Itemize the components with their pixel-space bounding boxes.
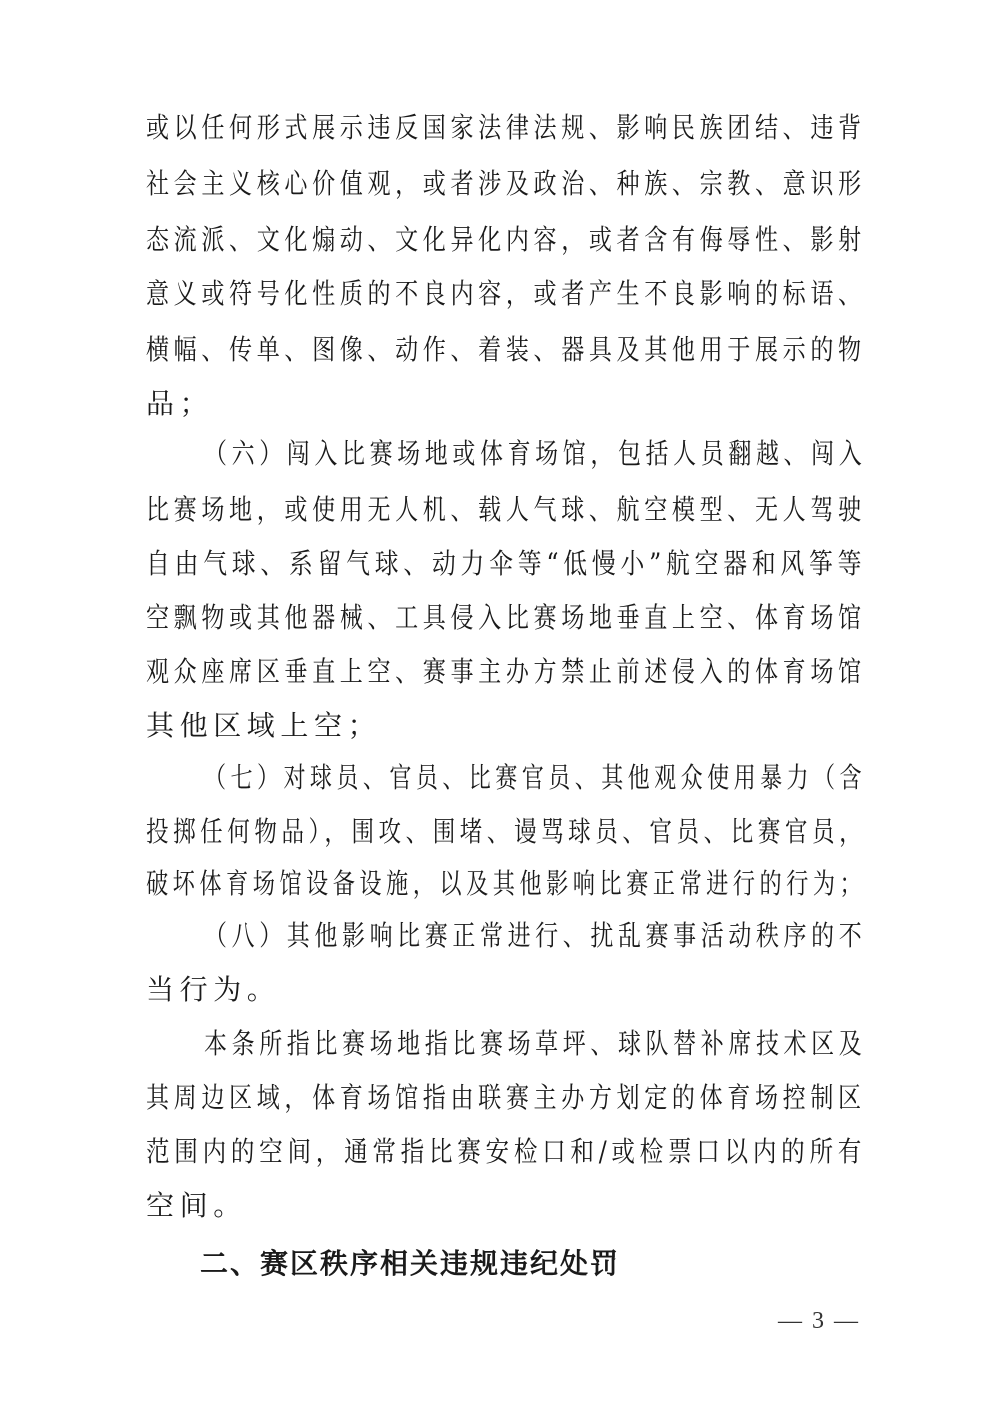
page-number: — 3 —	[778, 1308, 860, 1334]
body-line: 当行为。	[146, 973, 281, 1006]
body-line: 横幅、传单、图像、动作、着装、器具及其他用于展示的物	[146, 333, 866, 366]
clause-8-line: （八）其他影响比赛正常进行、扰乱赛事活动秩序的不	[204, 919, 867, 952]
body-line: 空间。	[146, 1189, 247, 1222]
body-line: 空飘物或其他器械、工具侵入比赛场地垂直上空、体育场馆	[146, 601, 866, 634]
body-line: 观众座席区垂直上空、赛事主办方禁止前述侵入的体育场馆	[146, 655, 866, 688]
body-line: 品；	[146, 387, 214, 420]
body-line: 社会主义核心价值观，或者涉及政治、种族、宗教、意识形	[146, 167, 866, 200]
body-line: 破坏体育场馆设备设施，以及其他影响比赛正常进行的行为；	[146, 867, 867, 900]
body-line: 或以任何形式展示违反国家法律法规、影响民族团结、违背	[146, 111, 866, 144]
body-line: 其他区域上空；	[146, 709, 382, 742]
body-line: 自由气球、系留气球、动力伞等“低慢小”航空器和风筝等	[146, 547, 867, 580]
definition-paragraph-line: 本条所指比赛场地指比赛场草坪、球队替补席技术区及	[204, 1027, 867, 1060]
body-line: 意义或符号化性质的不良内容，或者产生不良影响的标语、	[146, 277, 866, 310]
section-heading: 二、赛区秩序相关违规违纪处罚	[200, 1247, 621, 1280]
clause-6-line: （六）闯入比赛场地或体育场馆，包括人员翻越、闯入	[204, 437, 867, 470]
body-line: 态流派、文化煽动、文化异化内容，或者含有侮辱性、影射	[146, 223, 866, 256]
body-line: 范围内的空间，通常指比赛安检口和/或检票口以内的所有	[146, 1135, 867, 1168]
body-line: 其周边区域，体育场馆指由联赛主办方划定的体育场控制区	[146, 1081, 866, 1114]
clause-7-line: （七）对球员、官员、比赛官员、其他观众使用暴力（含	[204, 761, 867, 794]
body-line: 投掷任何物品），围攻、围堵、谩骂球员、官员、比赛官员，	[146, 815, 867, 848]
body-line: 比赛场地，或使用无人机、载人气球、航空模型、无人驾驶	[146, 493, 866, 526]
